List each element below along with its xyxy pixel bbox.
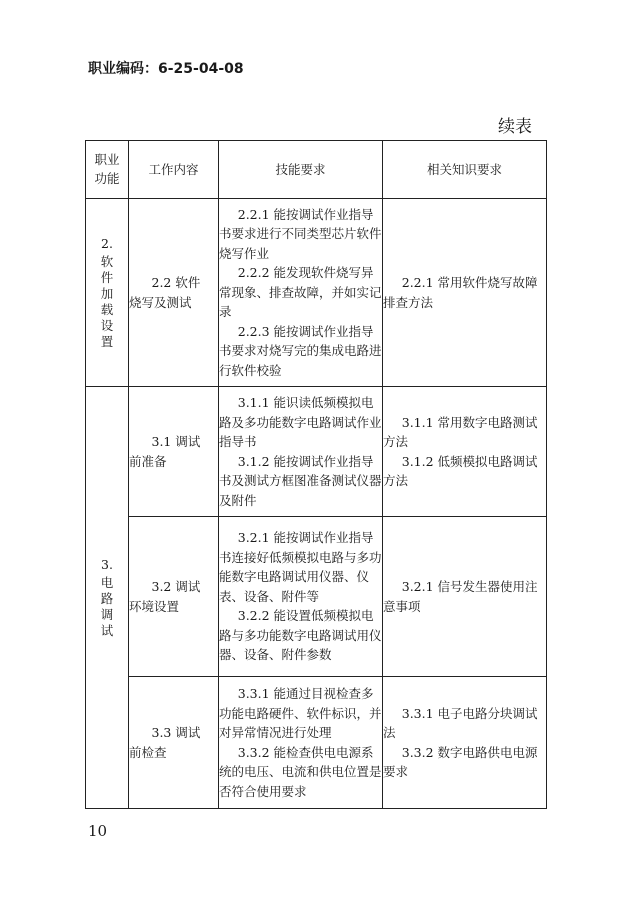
work-content-line: 烧写及测试 bbox=[129, 294, 192, 310]
table-row bbox=[86, 517, 547, 677]
work-content-line: 3.1 调试 bbox=[151, 434, 201, 449]
skills-cell bbox=[219, 517, 383, 677]
knowledge-item: 3.2.1 信号发生器使用注意事项 bbox=[383, 579, 538, 614]
table-row bbox=[86, 387, 547, 517]
table-row bbox=[86, 677, 547, 809]
function-cell bbox=[86, 199, 129, 387]
header-skills: 技能要求 bbox=[219, 141, 383, 199]
skill-item: 3.2.2 能设置低频模拟电路与多功能数字电路调试用仪器、设备、附件参数 bbox=[219, 608, 382, 663]
work-content-line: 前准备 bbox=[129, 453, 167, 469]
knowledge-item: 3.3.2 数字电路供电电源要求 bbox=[383, 744, 538, 779]
work-content-cell bbox=[129, 387, 219, 517]
knowledge-cell bbox=[383, 517, 547, 677]
work-content-cell bbox=[129, 517, 219, 677]
knowledge-item: 3.3.1 电子电路分块调试法 bbox=[383, 705, 538, 740]
knowledge-cell bbox=[383, 387, 547, 517]
knowledge-cell bbox=[383, 199, 547, 387]
function-cell bbox=[86, 387, 129, 809]
work-content-cell bbox=[129, 199, 219, 387]
skill-item: 3.1.1 能识读低频模拟电路及多功能数字电路调试作业指导书 bbox=[219, 395, 382, 449]
skill-item: 2.2.1 能按调试作业指导书要求进行不同类型芯片软件烧写作业 bbox=[219, 206, 382, 261]
skills-table bbox=[85, 140, 547, 809]
function-number: 3. bbox=[101, 557, 113, 572]
function-name: 软件加载设置 bbox=[100, 253, 114, 349]
work-content-line: 2.2 软件 bbox=[151, 275, 201, 290]
skill-item: 3.3.2 能检查供电电源系统的电压、电流和供电位置是否符合使用要求 bbox=[219, 744, 382, 799]
table-header-row bbox=[86, 141, 547, 199]
function-number: 2. bbox=[101, 236, 113, 251]
occupation-code: 职业编码：6-25-04-08 bbox=[88, 61, 244, 77]
knowledge-item: 2.2.1 常用软件烧写故障排查方法 bbox=[383, 275, 538, 310]
work-content-line: 环境设置 bbox=[129, 598, 180, 614]
function-name: 电路调试 bbox=[100, 574, 114, 638]
continued-label: 续表 bbox=[498, 117, 532, 137]
header-work: 工作内容 bbox=[129, 141, 219, 199]
skill-item: 2.2.2 能发现软件烧写异常现象、排查故障，并如实记录 bbox=[219, 265, 382, 320]
skills-cell bbox=[219, 677, 383, 809]
skill-item: 3.2.1 能按调试作业指导书连接好低频模拟电路与多功能数字电路调试用仪器、仪表、设备、附件等 bbox=[219, 530, 382, 604]
table-row bbox=[86, 199, 547, 387]
work-content-cell bbox=[129, 677, 219, 809]
skills-cell bbox=[219, 199, 383, 387]
work-content-line: 3.2 调试 bbox=[151, 579, 201, 594]
header-function: 职业功能 bbox=[86, 141, 129, 199]
page-number: 10 bbox=[88, 822, 108, 840]
skill-item: 2.2.3 能按调试作业指导书要求对烧写完的集成电路进行软件校验 bbox=[219, 323, 382, 378]
knowledge-cell bbox=[383, 677, 547, 809]
skill-item: 3.3.1 能通过目视检查多功能电路硬件、软件标识，并对异常情况进行处理 bbox=[219, 686, 382, 740]
work-content-line: 前检查 bbox=[129, 744, 167, 760]
header-knowledge: 相关知识要求 bbox=[383, 141, 547, 199]
knowledge-item: 3.1.1 常用数字电路测试方法 bbox=[383, 414, 538, 449]
knowledge-item: 3.1.2 低频模拟电路调试方法 bbox=[383, 453, 538, 488]
work-content-line: 3.3 调试 bbox=[151, 725, 201, 740]
skills-cell bbox=[219, 387, 383, 517]
skill-item: 3.1.2 能按调试作业指导书及测试方框图准备测试仪器及附件 bbox=[219, 453, 382, 508]
